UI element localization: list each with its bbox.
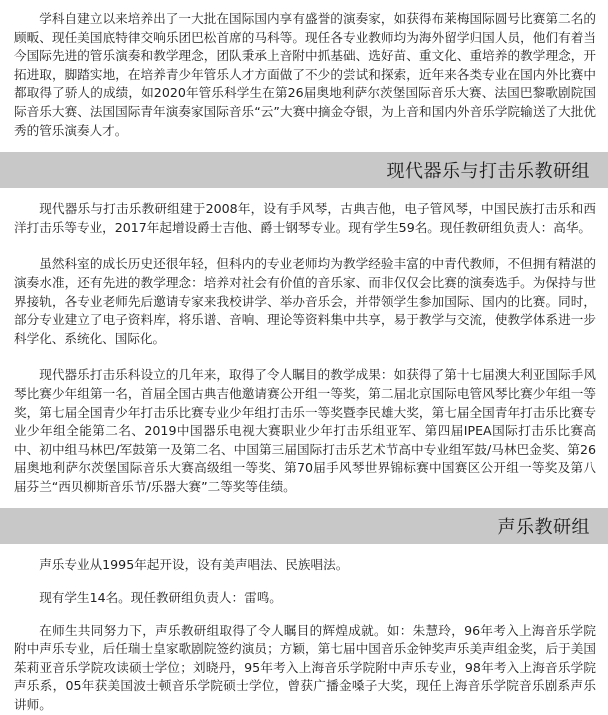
section-title-vocal: 声乐教研组	[497, 517, 590, 539]
vocal-paragraph-3: 在师生共同努力下，声乐教研组取得了令人瞩目的辉煌成就。如：朱慧玲，96年考入上海音乐学院附中声乐专业，后任瑞士皇家歌剧院签约演员；方颖，第七届中国音乐金钟奖声乐美声组金奖，后于美国茱莉亚音乐学院攻读硕士学位；刘晓丹，95年考入上海音乐学院附中声乐专业，98年考入上海音乐学院声乐系，05年获美国波士顿音乐学院硕士学位，曾获广播金嗓子大奖，现任上海音乐学院音乐剧系声乐讲师。	[14, 622, 596, 713]
intro-paragraph: 学科自建立以来培养出了一大批在国际国内享有盛誉的演奏家，如获得布莱梅国际圆号比赛第二名的顾畈、现任美国底特律交响乐团巴松首席的马科等。现任各专业教师均为海外留学归国人员，他们有着当今国际先进的管乐演奏和教学理念，团队秉承上音附中抓基础、选好苗、重文化、重培养的教学理念，开拓进取，脚踏实地，在培养青少年管乐人才方面做了不少的尝试和探索，近年来各类专业在国内外比赛中都取得了骄人的成绩，如2020年管乐科学生在第26届奥地利萨尔茨堡国际音乐大赛、法国巴黎歌剧院国际音乐大赛、法国国际青年演奏家国际音乐“云”大赛中摘金夺银，为上音和国内外音乐学院输送了大批优秀的管乐演奏人才。	[14, 11, 596, 138]
modern-paragraph-2: 虽然科室的成长历史还很年轻，但科内的专业老师均为教学经验丰富的中青代教师，不但拥有精湛的演奏水准，还有先进的教学理念：培养对社会有价值的音乐家、而非仅仅会比赛的演奏选手。为保持与世界接轨，各专业老师先后邀请专家来我校讲学、举办音乐会，并带领学生参加国际、国内的比赛。同时，部分专业建立了电子资料库，将乐谱、音响、理论等资料集中共享，易于教学与交流，使教学体系进一步科学化、系统化、国际化。	[14, 256, 596, 346]
vocal-paragraph-2: 现有学生14名。现任教研组负责人：雷鸣。	[39, 590, 282, 606]
section-header-vocal	[0, 508, 608, 544]
vocal-paragraph-1: 声乐专业从1995年起开设，设有美声唱法、民族唱法。	[39, 557, 349, 573]
modern-paragraph-1: 现代器乐与打击乐教研组建于2008年，设有手风琴，古典吉他，电子管风琴，中国民族打击乐和西洋打击乐等专业，2017年起增设爵士吉他、爵士钢琴专业。现有学生59名。现任教研组负责人：高华。	[14, 201, 596, 235]
section-title-modern: 现代器乐与打击乐教研组	[386, 161, 590, 183]
section-header-modern	[0, 152, 608, 188]
modern-paragraph-3: 现代器乐打击乐科设立的几年来，取得了令人瞩目的教学成果：如获得了第十七届澳大利亚国际手风琴比赛少年组第一名，首届全国古典吉他邀请赛公开组一等奖，第二届北京国际电管风琴比赛少年组一等奖，第七届全国青少年打击乐比赛专业少年组打击乐一等奖暨李民雄大奖，第七届全国青年打击乐比赛专业少年组全能第二名、2019中国器乐电视大赛职业少年打击乐组亚军、第四届IPEA国际打击乐比赛高中、初中组马林巴/军鼓第一及第二名、中国第三届国际打击乐艺术节高中专业组军鼓/马林巴金奖、第26届奥地利萨尔茨堡国际音乐大赛高级组一等奖、第70届手风琴世界锦标赛中国赛区公开组一等奖及第八届芬兰“西贝柳斯音乐节/乐器大赛”二等奖等佳绩。	[14, 367, 596, 494]
